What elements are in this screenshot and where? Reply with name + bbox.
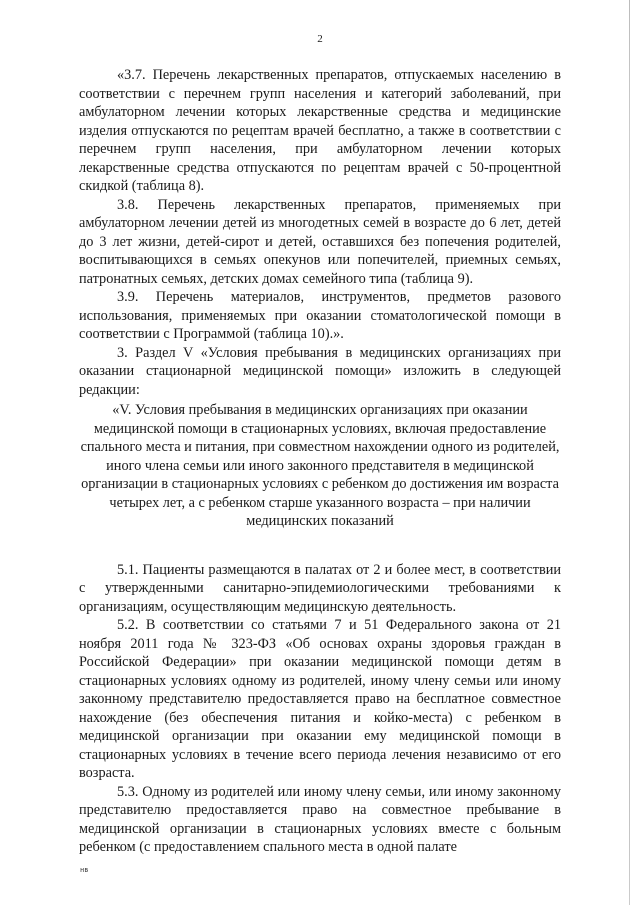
paragraph-3-7: «3.7. Перечень лекарственных препаратов, отпускаемых населению в соответствии с перечнем групп населения и категорий заболеваний, при амбулаторном лечении которых лекарственные средства и медицинские изделия отпускаются по рецептам врачей бесплатно, а также в соответствии с перечнем групп населения, при амбулаторном лечении которых лекарственные средства отпускаются по рецептам врачей с 50-процентной скидкой (таблица 8). [79, 67, 561, 194]
paragraph-section-3: 3. Раздел V «Условия пребывания в медицинских организациях при оказании стационарной медицинской помощи» изложить в следующей редакции: [79, 344, 561, 398]
section-heading: «V. Условия пребывания в медицинских организациях при оказании медицинской помощи в стационарных условиях, включая предоставление спального места и питания, при совместном нахождении одного из родителей, иного члена семьи или иного законного представителя в медицинской организации в стационарных условиях с ребенком до достижения им возраста четырех лет, а с ребенком старше указанного возраста – при наличии медицинских показаний [80, 402, 560, 529]
paragraph-5-1: 5.1. Пациенты размещаются в палатах от 2 и более мест, в соответствии с утвержденными санитарно-эпидемиологическими требованиями к организациям, осуществляющим медицинскую деятельность. [79, 561, 561, 615]
paragraph-3-9: 3.9. Перечень материалов, инструментов, предметов разового использования, применяемых при оказании стоматологической помощи в соответствии с Программой (таблица 10).». [79, 289, 561, 342]
paragraph-5-2: 5.2. В соответствии со статьями 7 и 51 Федерального закона от 21 ноября 2011 года № 323-ФЗ «Об основах охраны здоровья граждан в Российской Федерации» при оказании медицинской помощи детям в стационарных условиях одному из родителей, иному члену семьи или иному законному представителю предоставляется право на бесплатное совместное нахождение (без обеспечения питания и койко-места) с ребенком в медицинской организации при оказании ему медицинской помощи в стационарных условиях в течение всего периода лечения независимо от его возраста. [79, 617, 561, 781]
scan-edge-line [629, 0, 630, 905]
spacer [79, 531, 561, 561]
footer-mark: нв [80, 866, 89, 874]
document-body [79, 66, 561, 857]
paragraph-5-3: 5.3. Одному из родителей или иному члену семьи, или иному законному представителю предоставляется право на совместное пребывание в медицинской организации в стационарных условиях вместе с больным ребенком (с предоставлением спального места в одной палате [79, 783, 561, 855]
page-number: 2 [317, 33, 323, 45]
paragraph-3-8: 3.8. Перечень лекарственных препаратов, применяемых при амбулаторном лечении детей из многодетных семей в возрасте до 6 лет, детей до 3 лет жизни, детей-сирот и детей, оставшихся без попечения родителей, воспитывающихся в семьях опекунов или попечителей, приемных семьях, патронатных семьях, детских домах семейного типа (таблица 9). [79, 196, 561, 287]
